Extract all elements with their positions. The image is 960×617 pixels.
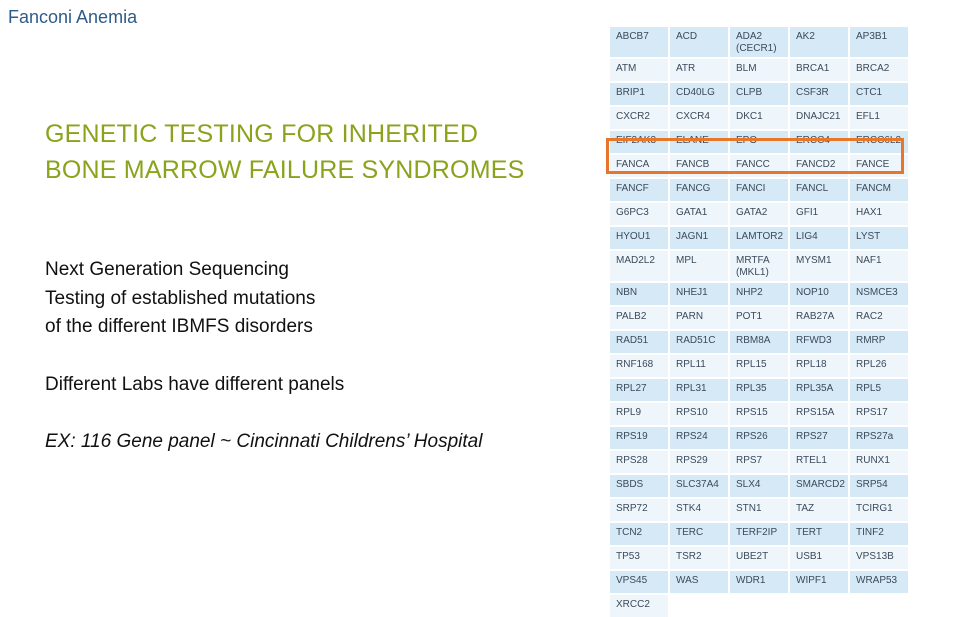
gene-cell: TINF2 bbox=[850, 523, 908, 545]
gene-cell: WAS bbox=[670, 571, 728, 593]
gene-cell: RNF168 bbox=[610, 355, 668, 377]
gene-cell: RAB27A bbox=[790, 307, 848, 329]
paragraph-ngs-line-3: of the different IBMFS disorders bbox=[45, 316, 313, 337]
gene-cell: WRAP53 bbox=[850, 571, 908, 593]
gene-cell: RTEL1 bbox=[790, 451, 848, 473]
gene-cell: ATM bbox=[610, 59, 668, 81]
slide-title bbox=[45, 116, 524, 188]
gene-cell: LIG4 bbox=[790, 227, 848, 249]
paragraph-ngs-line-1: Next Generation Sequencing bbox=[45, 259, 289, 280]
gene-cell: CLPB bbox=[730, 83, 788, 105]
section-label: Fanconi Anemia bbox=[8, 7, 138, 27]
gene-cell: TERC bbox=[670, 523, 728, 545]
gene-cell: HYOU1 bbox=[610, 227, 668, 249]
gene-cell: G6PC3 bbox=[610, 203, 668, 225]
gene-cell: NBN bbox=[610, 283, 668, 305]
gene-cell: RPL26 bbox=[850, 355, 908, 377]
gene-cell: NHP2 bbox=[730, 283, 788, 305]
gene-cell: CTC1 bbox=[850, 83, 908, 105]
gene-cell: GATA2 bbox=[730, 203, 788, 225]
gene-cell: RPL31 bbox=[670, 379, 728, 401]
gene-cell: FANCL bbox=[790, 179, 848, 201]
gene-cell: DKC1 bbox=[730, 107, 788, 129]
gene-cell: FANCD2 bbox=[790, 155, 848, 177]
gene-cell: CXCR4 bbox=[670, 107, 728, 129]
gene-cell: HAX1 bbox=[850, 203, 908, 225]
gene-cell: RMRP bbox=[850, 331, 908, 353]
gene-cell: SRP54 bbox=[850, 475, 908, 497]
gene-cell: TP53 bbox=[610, 547, 668, 569]
gene-cell: EFL1 bbox=[850, 107, 908, 129]
gene-cell: CXCR2 bbox=[610, 107, 668, 129]
gene-cell: RPS10 bbox=[670, 403, 728, 425]
gene-cell: TCN2 bbox=[610, 523, 668, 545]
gene-cell: RAD51 bbox=[610, 331, 668, 353]
gene-cell: SBDS bbox=[610, 475, 668, 497]
gene-cell: VPS13B bbox=[850, 547, 908, 569]
gene-cell: CSF3R bbox=[790, 83, 848, 105]
gene-cell: EPO bbox=[730, 131, 788, 153]
gene-cell: GFI1 bbox=[790, 203, 848, 225]
gene-cell: RFWD3 bbox=[790, 331, 848, 353]
gene-cell: BRIP1 bbox=[610, 83, 668, 105]
body-text bbox=[45, 256, 482, 457]
gene-cell: WIPF1 bbox=[790, 571, 848, 593]
fanconi-genes-highlight bbox=[606, 138, 904, 174]
gene-cell: TERF2IP bbox=[730, 523, 788, 545]
gene-panel-table bbox=[610, 27, 908, 617]
gene-cell: AK2 bbox=[790, 27, 848, 57]
gene-cell: BRCA1 bbox=[790, 59, 848, 81]
gene-cell: BRCA2 bbox=[850, 59, 908, 81]
gene-cell: ERCC6L2 bbox=[850, 131, 908, 153]
gene-cell: ATR bbox=[670, 59, 728, 81]
gene-cell: RPS15 bbox=[730, 403, 788, 425]
gene-cell: TAZ bbox=[790, 499, 848, 521]
gene-cell: TCIRG1 bbox=[850, 499, 908, 521]
gene-cell: POT1 bbox=[730, 307, 788, 329]
gene-cell: RPS27 bbox=[790, 427, 848, 449]
gene-cell: NAF1 bbox=[850, 251, 908, 281]
gene-cell: RPL35 bbox=[730, 379, 788, 401]
gene-cell: RPS26 bbox=[730, 427, 788, 449]
paragraph-labs: Different Labs have different panels bbox=[45, 373, 345, 395]
gene-cell: SLC37A4 bbox=[670, 475, 728, 497]
gene-cell: STN1 bbox=[730, 499, 788, 521]
gene-cell: JAGN1 bbox=[670, 227, 728, 249]
gene-cell: FANCM bbox=[850, 179, 908, 201]
gene-cell: NOP10 bbox=[790, 283, 848, 305]
gene-cell: LYST bbox=[850, 227, 908, 249]
gene-cell: AP3B1 bbox=[850, 27, 908, 57]
gene-cell: DNAJC21 bbox=[790, 107, 848, 129]
gene-cell: RPL15 bbox=[730, 355, 788, 377]
gene-cell: RAD51C bbox=[670, 331, 728, 353]
gene-cell: ACD bbox=[670, 27, 728, 57]
gene-cell: VPS45 bbox=[610, 571, 668, 593]
gene-cell: SMARCD2 bbox=[790, 475, 848, 497]
gene-cell: MYSM1 bbox=[790, 251, 848, 281]
gene-cell: FANCG bbox=[670, 179, 728, 201]
gene-cell: FANCI bbox=[730, 179, 788, 201]
gene-cell: CD40LG bbox=[670, 83, 728, 105]
gene-cell: RPS7 bbox=[730, 451, 788, 473]
gene-cell: ELANE bbox=[670, 131, 728, 153]
gene-cell: ADA2 (CECR1) bbox=[730, 27, 788, 57]
gene-cell: MPL bbox=[670, 251, 728, 281]
gene-cell: LAMTOR2 bbox=[730, 227, 788, 249]
gene-cell: RPS15A bbox=[790, 403, 848, 425]
gene-cell: USB1 bbox=[790, 547, 848, 569]
gene-cell: BLM bbox=[730, 59, 788, 81]
gene-cell: RPL9 bbox=[610, 403, 668, 425]
gene-cell: XRCC2 bbox=[610, 595, 668, 617]
paragraph-example: EX: 116 Gene panel ~ Cincinnati Childrens’ Hospital bbox=[45, 431, 483, 452]
gene-cell: RAC2 bbox=[850, 307, 908, 329]
gene-cell: SRP72 bbox=[610, 499, 668, 521]
gene-cell: RPS28 bbox=[610, 451, 668, 473]
gene-cell: RPS19 bbox=[610, 427, 668, 449]
gene-cell: TERT bbox=[790, 523, 848, 545]
gene-cell: FANCE bbox=[850, 155, 908, 177]
gene-cell: RPS29 bbox=[670, 451, 728, 473]
gene-cell: NSMCE3 bbox=[850, 283, 908, 305]
gene-cell: FANCF bbox=[610, 179, 668, 201]
gene-cell: RPL5 bbox=[850, 379, 908, 401]
gene-cell: PALB2 bbox=[610, 307, 668, 329]
gene-cell: RPS17 bbox=[850, 403, 908, 425]
gene-cell: RPL27 bbox=[610, 379, 668, 401]
gene-cell: RPL35A bbox=[790, 379, 848, 401]
gene-cell: MRTFA (MKL1) bbox=[730, 251, 788, 281]
gene-cell: RPL18 bbox=[790, 355, 848, 377]
gene-cell: FANCB bbox=[670, 155, 728, 177]
gene-cell: WDR1 bbox=[730, 571, 788, 593]
gene-cell: MAD2L2 bbox=[610, 251, 668, 281]
gene-cell: FANCA bbox=[610, 155, 668, 177]
gene-cell: ERCC4 bbox=[790, 131, 848, 153]
gene-cell: EIF2AK3 bbox=[610, 131, 668, 153]
gene-cell: TSR2 bbox=[670, 547, 728, 569]
gene-cell: RUNX1 bbox=[850, 451, 908, 473]
title-line-2: BONE MARROW FAILURE SYNDROMES bbox=[45, 156, 525, 184]
gene-cell: PARN bbox=[670, 307, 728, 329]
gene-cell: RBM8A bbox=[730, 331, 788, 353]
gene-cell: RPL11 bbox=[670, 355, 728, 377]
title-line-1: GENETIC TESTING FOR INHERITED bbox=[45, 120, 479, 148]
gene-cell: GATA1 bbox=[670, 203, 728, 225]
gene-cell: RPS27a bbox=[850, 427, 908, 449]
gene-cell: RPS24 bbox=[670, 427, 728, 449]
gene-cell: STK4 bbox=[670, 499, 728, 521]
gene-cell: NHEJ1 bbox=[670, 283, 728, 305]
gene-cell: ABCB7 bbox=[610, 27, 668, 57]
gene-cell: SLX4 bbox=[730, 475, 788, 497]
paragraph-ngs-line-2: Testing of established mutations bbox=[45, 287, 316, 309]
gene-cell: FANCC bbox=[730, 155, 788, 177]
gene-cell: UBE2T bbox=[730, 547, 788, 569]
